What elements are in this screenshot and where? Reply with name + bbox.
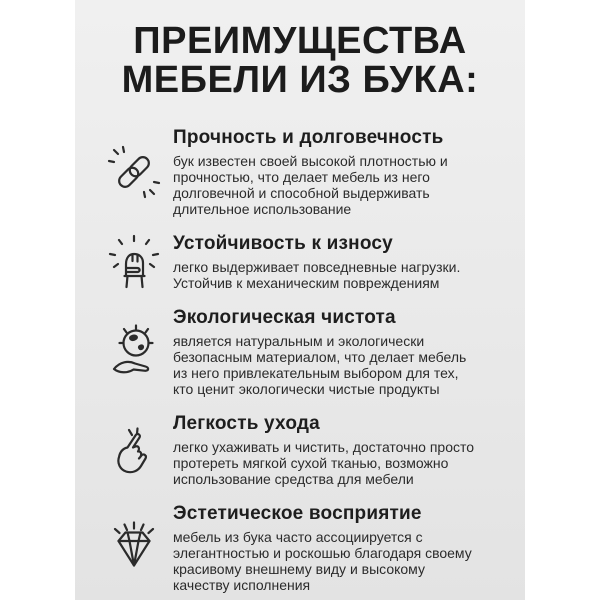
diamond-icon [103,519,165,577]
globe-hand-icon [103,323,165,381]
page-title-line1: ПРЕИМУЩЕСТВА [133,20,467,62]
fist-icon [103,233,165,291]
advantages-panel [75,0,525,600]
benefit-item-eco [103,307,507,397]
snap-fingers-icon [103,421,165,479]
chain-link-icon [103,143,165,201]
benefits-list [75,127,525,593]
benefit-text [173,233,475,291]
benefit-text [173,413,475,487]
benefit-heading: Эстетическое восприятие [173,503,422,524]
benefit-description: легко ухаживать и чистить, достаточно просто протереть мягкой сухой тканью, возможно использование средства для мебели [173,439,475,487]
benefit-item-wear-resistance [103,233,507,291]
benefit-text [173,503,475,593]
benefit-description: мебель из бука часто ассоциируется с элегантностью и роскошью благодаря своему красивому внешнему виду и высокому качеству исполнения [173,529,472,593]
benefit-heading: Устойчивость к износу [173,233,393,254]
benefit-text [173,307,475,397]
page-title-line2: МЕБЕЛИ ИЗ БУКА: [121,59,479,101]
benefit-item-aesthetics [103,503,507,593]
page-title [75,0,525,100]
benefit-description: бук известен своей высокой плотностью и прочностью, что делает мебель из него долговечной и способной выдерживать длительное использование [173,153,448,217]
benefit-item-easy-care [103,413,507,487]
benefit-heading: Легкость ухода [173,413,320,434]
benefit-item-durability [103,127,507,217]
benefit-text [173,127,475,217]
benefit-heading: Прочность и долговечность [173,127,444,148]
benefit-heading: Экологическая чистота [173,307,396,328]
benefit-description: легко выдерживает повседневные нагрузки. Устойчив к механическим повреждениям [173,259,461,291]
benefit-description: является натуральным и экологически безопасным материалом, что делает мебель из него привлекательным выбором для тех, кто ценит экологически чистые продукты [173,333,467,397]
